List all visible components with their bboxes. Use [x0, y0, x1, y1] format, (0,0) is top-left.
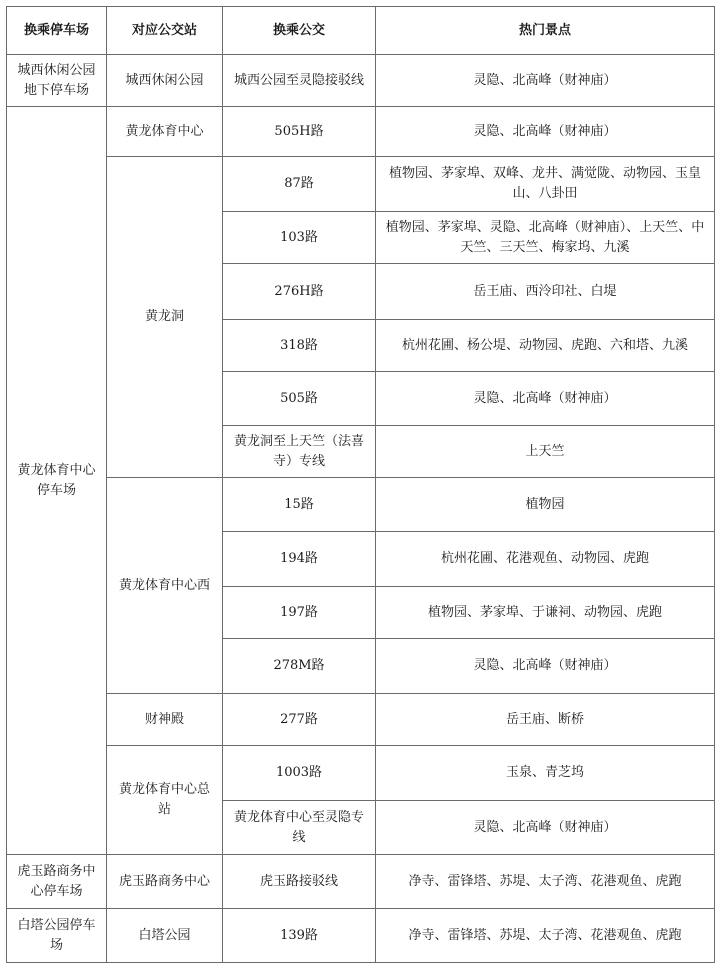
- bus-cell: 276H路: [223, 264, 376, 320]
- bus-cell: 505路: [223, 372, 376, 426]
- header-attractions: 热门景点: [376, 7, 715, 55]
- bus-cell: 277路: [223, 694, 376, 746]
- table-row: [7, 694, 715, 746]
- bus-cell: 虎玉路接驳线: [223, 855, 376, 909]
- attractions-cell: 岳王庙、断桥: [376, 694, 715, 746]
- parking-lot-cell: 黄龙体育中心停车场: [7, 107, 107, 855]
- bus-cell: 15路: [223, 478, 376, 532]
- table-row: [7, 157, 715, 212]
- header-transfer-bus: 换乘公交: [223, 7, 376, 55]
- attractions-cell: 上天竺: [376, 426, 715, 478]
- table-row: [7, 909, 715, 963]
- bus-cell: 103路: [223, 212, 376, 264]
- transfer-table: [6, 6, 715, 963]
- station-cell: 财神殿: [107, 694, 223, 746]
- bus-cell: 1003路: [223, 746, 376, 801]
- parking-lot-cell: 虎玉路商务中心停车场: [7, 855, 107, 909]
- table-row: [7, 55, 715, 107]
- attractions-cell: 植物园、茅家埠、双峰、龙井、满觉陇、动物园、玉皇山、八卦田: [376, 157, 715, 212]
- attractions-cell: 净寺、雷锋塔、苏堤、太子湾、花港观鱼、虎跑: [376, 909, 715, 963]
- attractions-cell: 植物园、茅家埠、灵隐、北高峰（财神庙）、上天竺、中天竺、三天竺、梅家坞、九溪: [376, 212, 715, 264]
- bus-cell: 139路: [223, 909, 376, 963]
- bus-cell: 黄龙洞至上天竺（法喜寺）专线: [223, 426, 376, 478]
- attractions-cell: 杭州花圃、杨公堤、动物园、虎跑、六和塔、九溪: [376, 320, 715, 372]
- bus-cell: 197路: [223, 587, 376, 639]
- station-cell: 黄龙体育中心总站: [107, 746, 223, 855]
- station-cell: 虎玉路商务中心: [107, 855, 223, 909]
- station-cell: 城西休闲公园: [107, 55, 223, 107]
- attractions-cell: 灵隐、北高峰（财神庙）: [376, 639, 715, 694]
- bus-cell: 城西公园至灵隐接驳线: [223, 55, 376, 107]
- header-parking-lot: 换乘停车场: [7, 7, 107, 55]
- attractions-cell: 灵隐、北高峰（财神庙）: [376, 801, 715, 855]
- table-row: [7, 746, 715, 801]
- station-cell: 黄龙体育中心: [107, 107, 223, 157]
- station-cell: 黄龙洞: [107, 157, 223, 478]
- header-bus-station: 对应公交站: [107, 7, 223, 55]
- parking-lot-cell: 城西休闲公园 地下停车场: [7, 55, 107, 107]
- attractions-cell: 灵隐、北高峰（财神庙）: [376, 107, 715, 157]
- attractions-cell: 灵隐、北高峰（财神庙）: [376, 372, 715, 426]
- bus-cell: 505H路: [223, 107, 376, 157]
- bus-cell: 194路: [223, 532, 376, 587]
- station-cell: 白塔公园: [107, 909, 223, 963]
- bus-cell: 318路: [223, 320, 376, 372]
- bus-cell: 278M路: [223, 639, 376, 694]
- table-row: [7, 107, 715, 157]
- attractions-cell: 植物园: [376, 478, 715, 532]
- attractions-cell: 杭州花圃、花港观鱼、动物园、虎跑: [376, 532, 715, 587]
- attractions-cell: 玉泉、青芝坞: [376, 746, 715, 801]
- attractions-cell: 岳王庙、西泠印社、白堤: [376, 264, 715, 320]
- bus-cell: 黄龙体育中心至灵隐专线: [223, 801, 376, 855]
- station-cell: 黄龙体育中心西: [107, 478, 223, 694]
- table-row: [7, 478, 715, 532]
- parking-lot-cell: 白塔公园停车场: [7, 909, 107, 963]
- attractions-cell: 净寺、雷锋塔、苏堤、太子湾、花港观鱼、虎跑: [376, 855, 715, 909]
- table-row: [7, 855, 715, 909]
- attractions-cell: 灵隐、北高峰（财神庙）: [376, 55, 715, 107]
- header-row: [7, 7, 715, 55]
- bus-cell: 87路: [223, 157, 376, 212]
- attractions-cell: 植物园、茅家埠、于谦祠、动物园、虎跑: [376, 587, 715, 639]
